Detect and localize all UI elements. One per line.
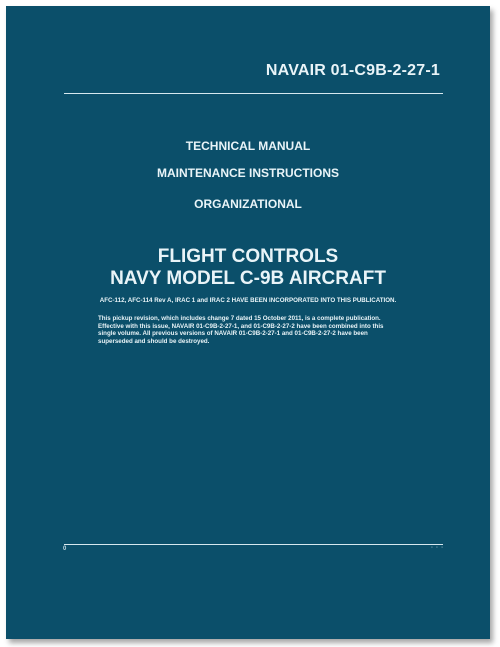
- revision-notice-line: This pickup revision, which includes change 7 dated 15 October 2011, is a complete publication.: [98, 315, 381, 322]
- title-flight-controls: FLIGHT CONTROLS: [157, 246, 339, 267]
- heading-technical-manual: TECHNICAL MANUAL: [185, 139, 311, 153]
- revision-notice-line: Effective with this issue, NAVAIR 01-C9B-2-27-1, and 01-C9B-2-27-2 have been combined into this: [98, 322, 384, 330]
- heading-maintenance-instructions: MAINTENANCE INSTRUCTIONS: [157, 166, 339, 180]
- heading-organizational: ORGANIZATIONAL: [194, 197, 302, 211]
- incorporation-statement: AFC-112, AFC-114 Rev A, IRAC 1 and IRAC 2 HAVE BEEN INCORPORATED INTO THIS PUBLICATION.: [99, 297, 397, 304]
- document-number: NAVAIR 01-C9B-2-27-1: [265, 62, 440, 79]
- revision-notice-line: single volume. All previous versions of NAVAIR 01-C9B-2-27-1 and 01-C9B-2-27-2 have been: [98, 330, 368, 338]
- footer-right-text: · · ·: [431, 545, 444, 551]
- title-aircraft-model: NAVY MODEL C-9B AIRCRAFT: [110, 268, 386, 289]
- top-divider: [64, 93, 443, 94]
- bottom-divider: [64, 544, 443, 545]
- footer-left-text: 0: [63, 546, 67, 552]
- revision-notice-line: superseded and should be destroyed.: [98, 337, 210, 345]
- revision-notice: [98, 315, 416, 345]
- cover-page: [6, 6, 490, 639]
